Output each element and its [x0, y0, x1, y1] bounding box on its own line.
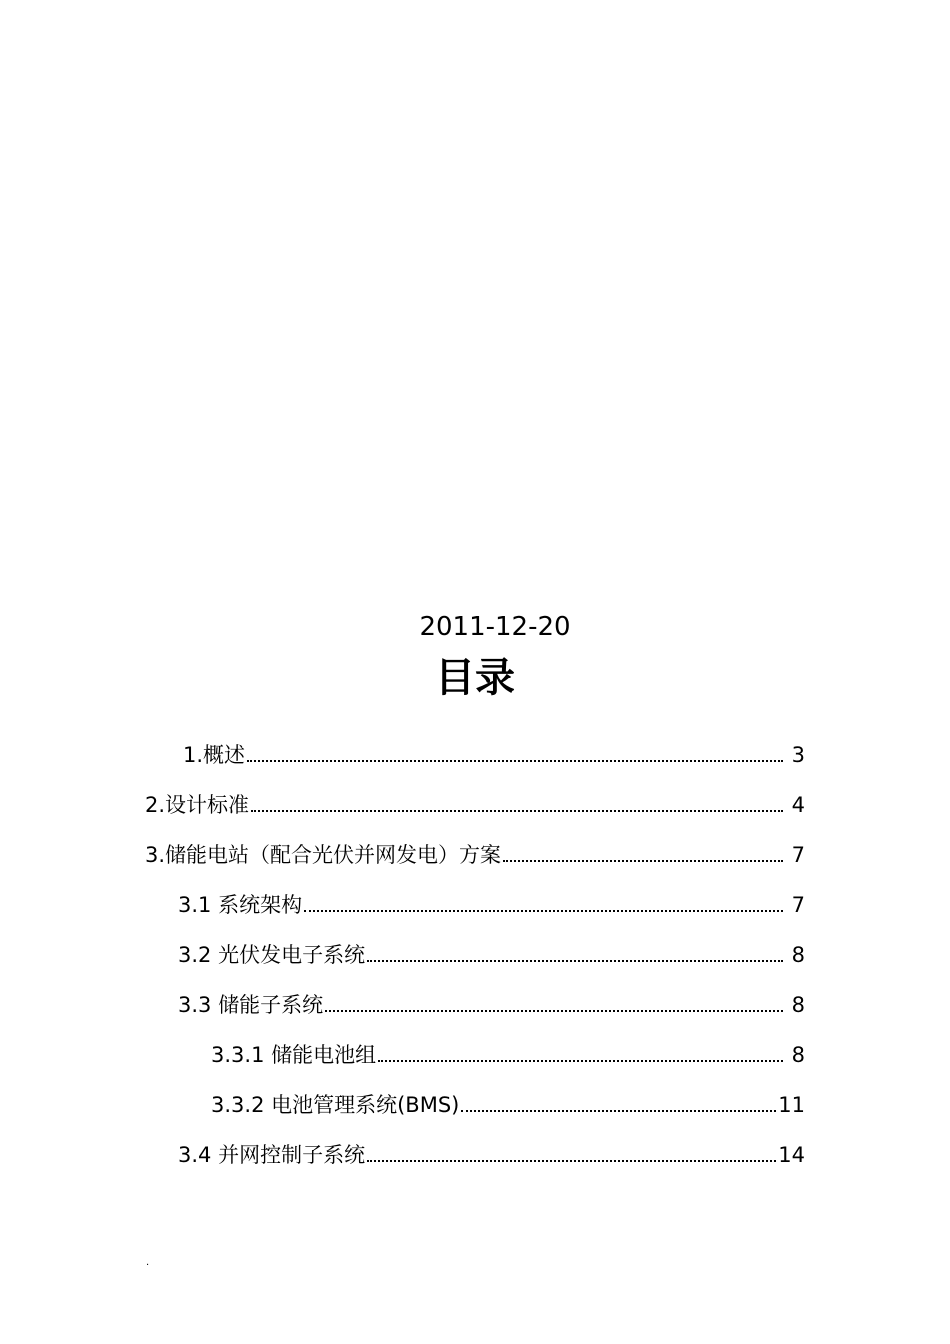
- toc-entry-label: 1.概述: [183, 743, 246, 767]
- toc-dot-leader: [325, 1010, 783, 1012]
- toc-entry-label: 2.设计标准: [145, 793, 250, 817]
- toc-dot-leader: [251, 810, 783, 812]
- toc-dot-leader: [461, 1110, 776, 1112]
- toc-entry-grid-control-subsystem[interactable]: [178, 1138, 805, 1168]
- toc-page-number: 4: [791, 793, 805, 817]
- toc-dot-leader: [378, 1060, 783, 1062]
- document-date: 2011-12-20: [419, 612, 571, 642]
- toc-title: 目录: [435, 655, 515, 701]
- toc-page-number: 8: [791, 993, 805, 1017]
- toc-page-number: 14: [778, 1143, 805, 1167]
- toc-entry-system-architecture[interactable]: [178, 888, 805, 918]
- toc-page-number: 11: [778, 1093, 805, 1117]
- toc-entry-label: 3.3.1 储能电池组: [211, 1043, 377, 1067]
- toc-page-number: 8: [791, 943, 805, 967]
- toc-entry-label: 3.3.2 电池管理系统(BMS): [211, 1093, 460, 1117]
- toc-dot-leader: [503, 860, 783, 862]
- toc-entry-design-standards[interactable]: [145, 788, 805, 818]
- toc-dot-leader: [367, 1160, 776, 1162]
- toc-page-number: 8: [791, 1043, 805, 1067]
- toc-entry-battery-pack[interactable]: [211, 1038, 805, 1068]
- toc-dot-leader: [304, 910, 783, 912]
- toc-entry-label: 3.3 储能子系统: [178, 993, 324, 1017]
- toc-page-number: 7: [791, 843, 805, 867]
- footer-dot: .: [146, 1257, 150, 1268]
- toc-entry-label: 3.2 光伏发电子系统: [178, 943, 366, 967]
- toc-entry-storage-subsystem[interactable]: [178, 988, 805, 1018]
- toc-entry-overview[interactable]: [183, 738, 805, 768]
- toc-page-number: 3: [791, 743, 805, 767]
- toc-entry-label: 3.4 并网控制子系统: [178, 1143, 366, 1167]
- toc-entry-bms[interactable]: [211, 1088, 805, 1118]
- toc-entry-storage-plan[interactable]: [145, 838, 805, 868]
- toc-entry-pv-subsystem[interactable]: [178, 938, 805, 968]
- toc-dot-leader: [367, 960, 783, 962]
- toc-dot-leader: [247, 760, 783, 762]
- toc-page-number: 7: [791, 893, 805, 917]
- toc-entry-label: 3.储能电站（配合光伏并网发电）方案: [145, 843, 502, 867]
- toc-entry-label: 3.1 系统架构: [178, 893, 303, 917]
